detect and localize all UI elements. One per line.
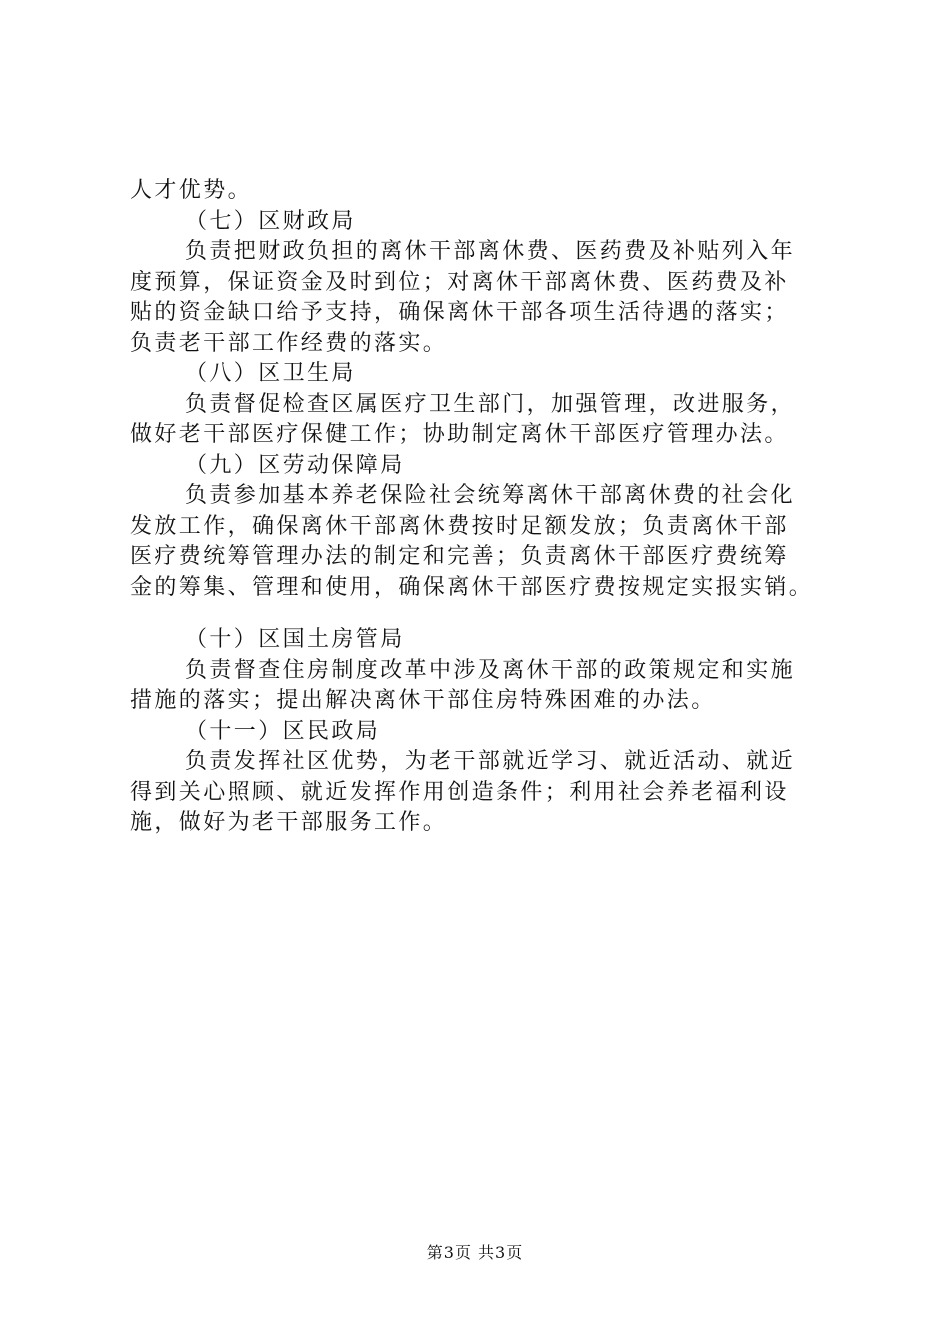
paragraph-line: 得到关心照顾、就近发挥作用创造条件；利用社会养老福利设 <box>130 779 789 805</box>
paragraph-line: 负责发挥社区优势，为老干部就近学习、就近活动、就近 <box>185 749 796 774</box>
paragraph-line: 做好老干部医疗保健工作；协助制定离休干部医疗管理办法。 <box>130 422 789 447</box>
paragraph-line: 措施的落实；提出解决离休干部住房特殊困难的办法。 <box>130 688 716 713</box>
section-heading-health: （八）区卫生局 <box>185 361 356 386</box>
paragraph-line: 金的筹集、管理和使用，确保离休干部医疗费按规定实报实销。 <box>130 574 814 600</box>
section-heading-land-housing: （十）区国土房管局 <box>185 627 405 652</box>
paragraph-line: 负责把财政负担的离休干部离休费、医药费及补贴列入年 <box>185 239 796 264</box>
paragraph-line: 医疗费统筹管理办法的制定和完善；负责离休干部医疗费统筹 <box>130 544 789 569</box>
paragraph-line: 人才优势。 <box>130 178 253 203</box>
paragraph-line: 负责督促检查区属医疗卫生部门，加强管理，改进服务， <box>185 391 796 417</box>
paragraph-line: 负责老干部工作经费的落实。 <box>130 330 448 356</box>
section-heading-finance: （七）区财政局 <box>185 208 356 234</box>
paragraph-gap <box>130 603 850 625</box>
paragraph-line: 负责参加基本养老保险社会统筹离休干部离休费的社会化 <box>185 483 796 508</box>
paragraph-line: 贴的资金缺口给予支持，确保离休干部各项生活待遇的落实； <box>130 300 789 325</box>
paragraph-line: 负责督查住房制度改革中涉及离休干部的政策规定和实施 <box>185 657 796 683</box>
paragraph-line: 施，做好为老干部服务工作。 <box>130 810 448 835</box>
paragraph-line: 发放工作，确保离休干部离休费按时足额发放；负责离休干部 <box>130 513 789 539</box>
paragraph-line: 度预算，保证资金及时到位；对离休干部离休费、医药费及补 <box>130 269 789 295</box>
page-footer: 第3页 共3页 <box>426 1243 524 1262</box>
document-body <box>130 176 850 839</box>
section-heading-civil-affairs: （十一）区民政局 <box>185 718 381 744</box>
section-heading-labor: （九）区劳动保障局 <box>185 452 405 478</box>
